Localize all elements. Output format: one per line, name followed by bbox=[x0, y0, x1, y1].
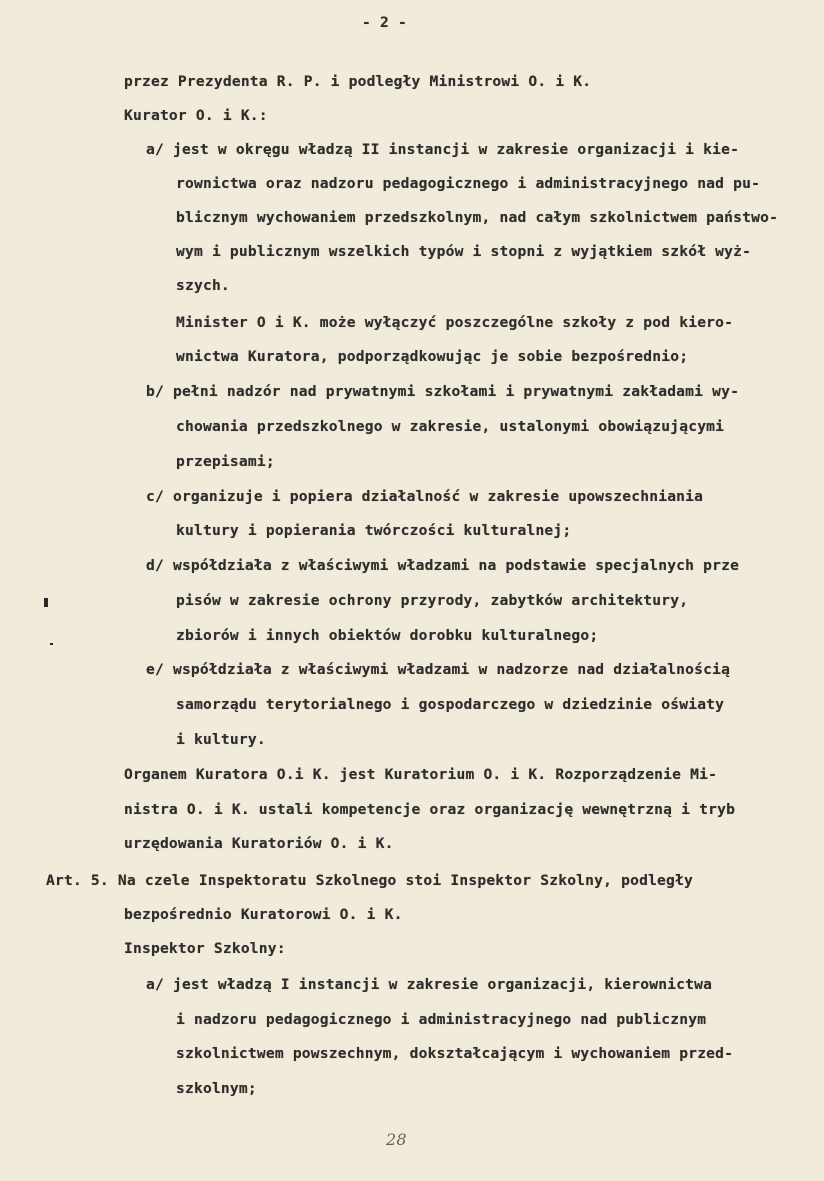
page-number: - 2 - bbox=[362, 14, 407, 31]
text-line: Kurator O. i K.: bbox=[124, 107, 268, 124]
text-line: kultury i popierania twórczości kulturalnej; bbox=[176, 522, 572, 539]
text-line: zbiorów i innych obiektów dorobku kulturalnego; bbox=[176, 627, 599, 644]
text-line: urzędowania Kuratoriów O. i K. bbox=[124, 835, 394, 852]
text-line: szkolnictwem powszechnym, dokształcającym i wychowaniem przed- bbox=[176, 1045, 734, 1062]
text-line: d/ współdziała z właściwymi władzami na podstawie specjalnych prze bbox=[146, 557, 740, 574]
text-line: nistra O. i K. ustali kompetencje oraz organizację wewnętrzną i tryb bbox=[124, 801, 736, 818]
text-line: samorządu terytorialnego i gospodarczego w dziedzinie oświaty bbox=[176, 696, 725, 713]
text-line: Minister O i K. może wyłączyć poszczególne szkoły z pod kiero- bbox=[176, 314, 734, 331]
text-line: c/ organizuje i popiera działalność w zakresie upowszechniania bbox=[146, 488, 704, 505]
text-line: i kultury. bbox=[176, 731, 266, 748]
text-line: Organem Kuratora O.i K. jest Kuratorium O. i K. Rozporządzenie Mi- bbox=[124, 766, 718, 783]
text-line: blicznym wychowaniem przedszkolnym, nad całym szkolnictwem państwo- bbox=[176, 209, 779, 226]
text-line: bezpośrednio Kuratorowi O. i K. bbox=[124, 906, 403, 923]
text-line: i nadzoru pedagogicznego i administracyjnego nad publicznym bbox=[176, 1011, 707, 1028]
footer-page-number: 28 bbox=[386, 1130, 407, 1149]
text-line: rownictwa oraz nadzoru pedagogicznego i administracyjnego nad pu- bbox=[176, 175, 761, 192]
text-line: pisów w zakresie ochrony przyrody, zabytków architektury, bbox=[176, 592, 689, 609]
margin-mark bbox=[44, 598, 48, 607]
margin-mark bbox=[50, 643, 53, 645]
text-line: chowania przedszkolnego w zakresie, ustalonymi obowiązującymi bbox=[176, 418, 725, 435]
text-line: e/ współdziała z właściwymi władzami w nadzorze nad działalnością bbox=[146, 661, 731, 678]
text-line: wnictwa Kuratora, podporządkowując je sobie bezpośrednio; bbox=[176, 348, 689, 365]
text-line: wym i publicznym wszelkich typów i stopni z wyjątkiem szkół wyż- bbox=[176, 243, 752, 260]
article-heading-line: Art. 5. Na czele Inspektoratu Szkolnego stoi Inspektor Szkolny, podległy bbox=[46, 872, 694, 889]
text-line: szych. bbox=[176, 277, 230, 294]
text-line: b/ pełni nadzór nad prywatnymi szkołami i prywatnymi zakładami wy- bbox=[146, 383, 740, 400]
text-line: szkolnym; bbox=[176, 1080, 257, 1097]
text-line: przez Prezydenta R. P. i podległy Ministrowi O. i K. bbox=[124, 73, 592, 90]
text-line: a/ jest władzą I instancji w zakresie organizacji, kierownictwa bbox=[146, 976, 713, 993]
text-line: a/ jest w okręgu władzą II instancji w zakresie organizacji i kie- bbox=[146, 141, 740, 158]
text-line: Inspektor Szkolny: bbox=[124, 940, 286, 957]
text-line: przepisami; bbox=[176, 453, 275, 470]
